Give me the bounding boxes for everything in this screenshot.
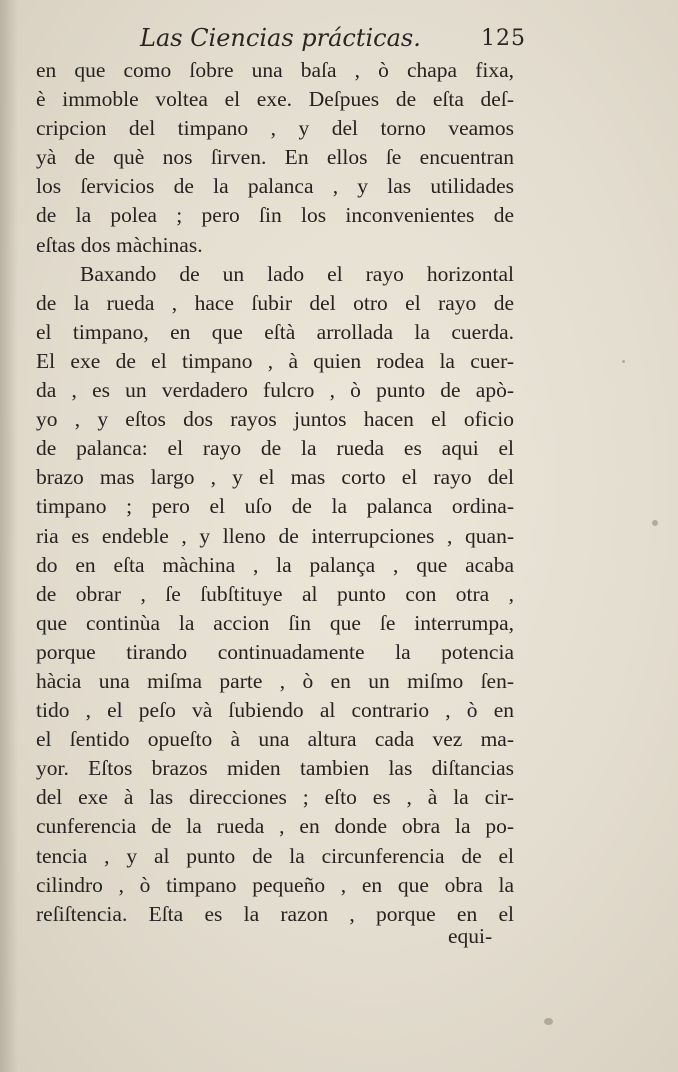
text-line: porque tirando continuadamente la potencia xyxy=(36,639,514,664)
binding-shadow xyxy=(0,0,18,1072)
paper-blemish xyxy=(544,1018,553,1025)
text-line: el timpano, en que eſtà arrollada la cuerda. xyxy=(36,319,514,344)
text-line: yor. Eſtos brazos miden tambien las diſtancias xyxy=(36,756,514,781)
text-line: de obrar , ſe ſubſtituye al punto con otra , xyxy=(36,581,514,606)
text-line: hàcia una miſma parte , ò en un miſmo ſen- xyxy=(36,668,514,693)
text-line: que continùa la accion ſin que ſe interrumpa, xyxy=(36,610,514,635)
page-header xyxy=(40,22,526,56)
text-line: da , es un verdadero fulcro , ò punto de apò- xyxy=(36,378,514,403)
text-line: de palanca: el rayo de la rueda es aqui el xyxy=(36,436,514,461)
text-line: yà de què nos ſirven. En ellos ſe encuentran xyxy=(36,145,514,170)
text-line: cunferencia de la rueda , en donde obra la po- xyxy=(36,814,514,839)
running-title: Las Ciencias prácticas. xyxy=(140,24,421,52)
page-number: 125 xyxy=(481,26,526,51)
paper-blemish xyxy=(622,360,625,363)
text-line: eſtas dos màchinas. xyxy=(36,232,203,257)
text-line: timpano ; pero el uſo de la palanca ordina- xyxy=(36,494,514,519)
text-line: yo , y eſtos dos rayos juntos hacen el oficio xyxy=(36,407,514,432)
text-line: è immoble voltea el exe. Deſpues de eſta deſ- xyxy=(36,87,514,112)
text-line: de la polea ; pero ſin los inconvenientes de xyxy=(36,203,514,228)
text-line: cilindro , ò timpano pequeño , en que obra la xyxy=(36,872,514,897)
text-line: en que como ſobre una baſa , ò chapa fixa, xyxy=(36,58,514,82)
paper-blemish xyxy=(652,520,658,526)
text-line: ria es endeble , y lleno de interrupciones , quan- xyxy=(36,523,514,548)
text-line: del exe à las direcciones ; eſto es , à la cir- xyxy=(36,785,514,810)
text-line: brazo mas largo , y el mas corto el rayo del xyxy=(36,465,514,490)
text-line: do en eſta màchina , la palança , que acaba xyxy=(36,552,514,577)
body-text xyxy=(36,56,514,929)
text-line: reſiſtencia. Eſta es la razon , porque en el xyxy=(36,901,514,926)
text-line: tencia , y al punto de la circunferencia de el xyxy=(36,843,514,868)
text-line: de la rueda , hace ſubir del otro el rayo de xyxy=(36,290,514,315)
text-line: cripcion del timpano , y del torno veamos xyxy=(36,116,514,141)
text-line: el ſentido opueſto à una altura cada vez ma- xyxy=(36,727,514,752)
text-line: tido , el peſo và ſubiendo al contrario , ò en xyxy=(36,698,514,723)
text-line: El exe de el timpano , à quien rodea la cuer- xyxy=(36,348,514,373)
paragraph-start-line: Baxando de un lado el rayo horizontal xyxy=(80,261,514,286)
text-line: los ſervicios de la palanca , y las utilidades xyxy=(36,174,514,199)
catchword: equi- xyxy=(448,924,493,948)
